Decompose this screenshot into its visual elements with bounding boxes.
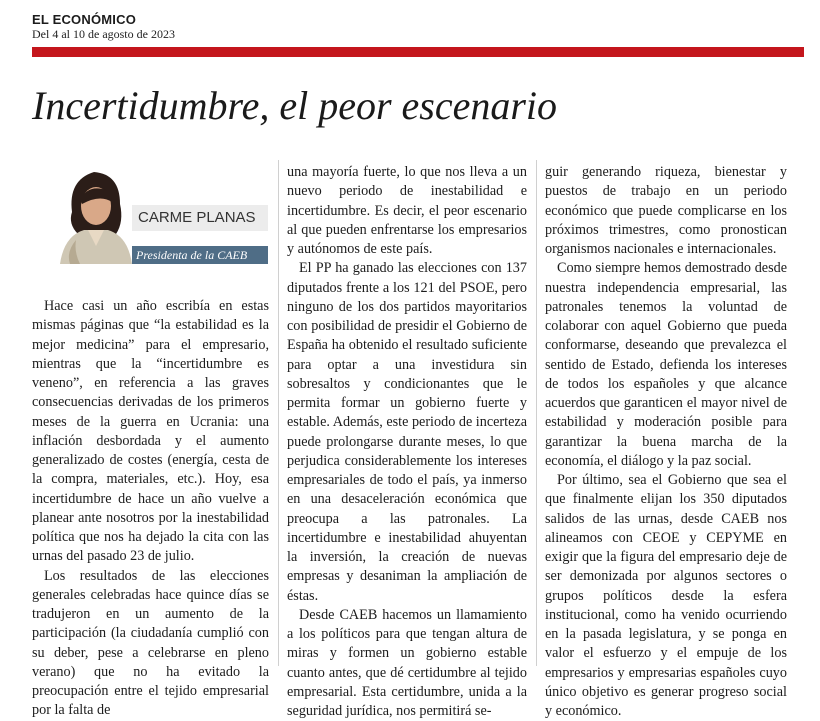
author-role: Presidenta de la CAEB <box>132 246 268 264</box>
author-box <box>32 160 268 266</box>
column-divider <box>278 160 279 666</box>
article-headline: Incertidumbre, el peor escenario <box>32 83 558 128</box>
article-column-3 <box>545 163 787 721</box>
article-paragraph: Desde CAEB hacemos un llamamiento a los políticos para que tengan altura de miras y formen un gobierno estable cuanto antes, que dé certidumbre al tejido empresarial. Esta certidumbre, unida a la seguridad jurídica, nos permitirá se- <box>287 606 527 719</box>
article-paragraph: una mayoría fuerte, lo que nos lleva a un nuevo periodo de inestabilidad e incertidumbre. Es decir, el peor escenario al que pueden enfrentarse los empresarios y autónomos de este país. <box>287 164 527 257</box>
author-name: CARME PLANAS <box>132 205 268 231</box>
author-photo <box>54 160 136 264</box>
article-paragraph: Como siempre hemos demostrado desde nuestra independencia empresarial, las patronales tenemos la voluntad de colaborar con aquel Gobierno que pueda conformarse, deseando que prevalezca el sentido de Estado, defienda los intereses de todos los españoles y que alcance acuerdos que garanticen el mayor nivel de estabilidad y moderación posible para garantizar la buena marcha de la economía, el diálogo y la paz social. <box>545 260 787 469</box>
article-paragraph: Por último, sea el Gobierno que sea el que finalmente elijan los 350 diputados salidos de las urnas, desde CAEB nos alineamos con CEOE y CEPYME en exigir que la figura del empresario deje de ser demonizada por algunos sectores o grupos políticos desde la esfera institucional, como ha venido ocurriendo en la pasada legislatura, y se ponga en valor el esfuerzo y el empuje de los empresarios y empresarias españoles cuyo único objetivo es generar progreso social y económico. <box>545 472 787 719</box>
article-paragraph: guir generando riqueza, bienestar y puestos de trabajo en un periodo económico que puede complicarse en los próximos trimestres, como pronostican organismos nacionales e internacionales. <box>545 164 787 257</box>
article-column-2 <box>287 163 527 721</box>
article-paragraph: Hace casi un año escribía en estas mismas páginas que “la estabilidad es la mejor medicina” para el empresario, mientras que la “incertidumbre es veneno”, en referencia a las graves consecuencias derivadas de los primeros meses de la guerra en Ucrania: una inflación desbordada y el aumento generalizado de costes (energía, cesta de la compra, materiales, etc.). Hoy, esa incertidumbre de hace un año vuelve a planear ante nosotros por la inestabilidad política que nos ha dejado la cita con las urnas del pasado 23 de julio. <box>32 298 269 565</box>
column-divider <box>536 160 537 666</box>
header-accent-bar <box>32 47 804 57</box>
article-column-1 <box>32 297 269 721</box>
issue-date: Del 4 al 10 de agosto de 2023 <box>32 27 175 41</box>
article-paragraph: El PP ha ganado las elecciones con 137 diputados frente a los 121 del PSOE, pero ninguno de los dos partidos mayoritarios con posibilidad de presidir el Gobierno de España ha obtenido el resultado suficiente para optar a una investidura sin sobresaltos y condicionantes que le permita formar un gobierno fuerte y estable. Además, este periodo de incerteza puede prolongarse durante meses, lo que perjudica considerablemente los intereses empresariales de todo el país, ya inmerso en una desaceleración económica que preocupa a las patronales. La incertidumbre e inestabilidad ahuyentan la inversión, la creación de nuevas empresas y desaniman la ampliación de éstas. <box>287 260 527 604</box>
article-paragraph: Los resultados de las elecciones generales celebradas hace quince días se tradujeron en un aumento de la participación (la ciudadanía cumplió con su deber, pese a celebrarse en pleno verano) que no ha evitado la preocupación entre el tejido empresarial por la falta de <box>32 567 269 719</box>
publication-name: EL ECONÓMICO <box>32 12 137 27</box>
